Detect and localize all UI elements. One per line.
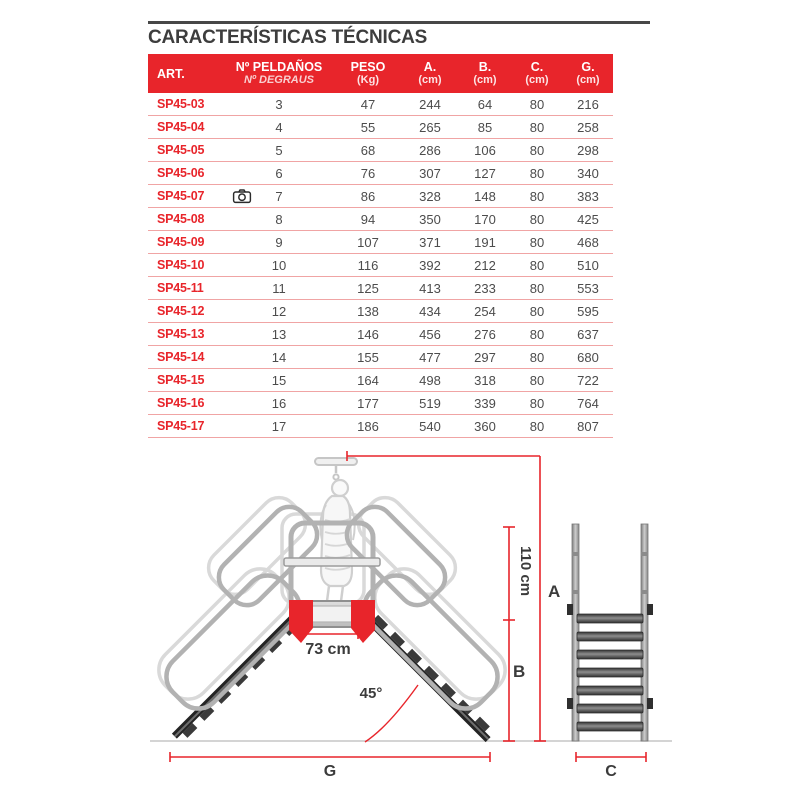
label-dim-a: A	[548, 582, 561, 601]
cell-weight: 155	[357, 349, 379, 365]
cell-steps: 13	[271, 326, 287, 342]
cell-steps: 6	[275, 165, 283, 181]
cell-weight: 76	[360, 165, 376, 181]
cell-b: 276	[474, 326, 496, 342]
cell-weight: 177	[357, 395, 379, 411]
guardrail-midbar	[284, 558, 380, 566]
cell-c: 80	[529, 142, 545, 158]
cell-c: 80	[529, 372, 545, 388]
cell-g: 722	[577, 372, 599, 388]
cell-c: 80	[529, 326, 545, 342]
article-code: SP45-04	[157, 120, 205, 134]
table-row	[148, 185, 613, 208]
article-code: SP45-10	[157, 258, 205, 272]
cell-weight: 68	[360, 142, 376, 158]
article-code: SP45-08	[157, 212, 205, 226]
platform-support-left	[289, 600, 313, 643]
table-row	[148, 277, 613, 300]
cell-weight: 186	[357, 418, 379, 434]
cell-b: 170	[474, 211, 496, 227]
table-row	[148, 139, 613, 162]
cell-a: 244	[419, 96, 441, 112]
cell-a: 498	[419, 372, 441, 388]
cell-a: 413	[419, 280, 441, 296]
article-code: SP45-07	[157, 189, 205, 203]
table-row	[148, 369, 613, 392]
camera-icon	[232, 188, 252, 204]
col-header-steps: Nº PELDAÑOS Nº DEGRAUS	[235, 60, 323, 87]
cell-weight: 138	[357, 303, 379, 319]
cell-c: 80	[529, 303, 545, 319]
cell-b: 127	[474, 165, 496, 181]
article-code: SP45-05	[157, 143, 205, 157]
cell-g: 216	[577, 96, 599, 112]
article-code: SP45-16	[157, 396, 205, 410]
ladder-diagram	[140, 445, 710, 800]
cell-weight: 125	[357, 280, 379, 296]
cell-steps: 11	[272, 280, 286, 296]
cell-c: 80	[529, 188, 545, 204]
table-row	[148, 116, 613, 139]
col-header-weight: PESO (Kg)	[350, 60, 386, 87]
cell-b: 297	[474, 349, 496, 365]
article-code: SP45-15	[157, 373, 205, 387]
spec-table-body	[148, 93, 613, 438]
article-code: SP45-17	[157, 419, 205, 433]
cell-c: 80	[529, 119, 545, 135]
label-dim-g: G	[323, 763, 337, 780]
col-header-g: G. (cm)	[576, 60, 600, 87]
cell-b: 233	[474, 280, 496, 296]
col-header-a: A. (cm)	[418, 60, 442, 87]
platform-support-right	[351, 600, 375, 643]
cell-steps: 16	[271, 395, 287, 411]
cell-a: 371	[419, 234, 441, 250]
article-code: SP45-14	[157, 350, 205, 364]
col-header-b: B. (cm)	[473, 60, 497, 87]
cell-g: 764	[577, 395, 599, 411]
cell-a: 456	[419, 326, 441, 342]
article-code: SP45-13	[157, 327, 205, 341]
cell-weight: 146	[357, 326, 379, 342]
cell-b: 85	[477, 119, 493, 135]
cell-a: 265	[419, 119, 441, 135]
col-header-c: C. (cm)	[525, 60, 549, 87]
table-row	[148, 231, 613, 254]
label-dim-b: B	[513, 662, 526, 681]
cell-steps: 5	[275, 142, 283, 158]
cell-a: 307	[419, 165, 441, 181]
cell-b: 339	[474, 395, 496, 411]
cell-steps: 14	[271, 349, 287, 365]
article-code: SP45-11	[157, 281, 204, 295]
table-row	[148, 162, 613, 185]
cell-c: 80	[529, 395, 545, 411]
cell-g: 258	[577, 119, 599, 135]
cell-c: 80	[529, 349, 545, 365]
cell-a: 540	[419, 418, 441, 434]
table-row	[148, 323, 613, 346]
cell-steps: 10	[271, 257, 287, 273]
hoist-handle	[315, 458, 357, 465]
cell-weight: 86	[360, 188, 376, 204]
cell-g: 383	[577, 188, 599, 204]
cell-steps: 12	[271, 303, 287, 319]
spec-table	[148, 54, 613, 438]
cell-c: 80	[529, 418, 545, 434]
cell-b: 191	[474, 234, 496, 250]
cell-steps: 4	[275, 119, 283, 135]
platform-panel	[310, 606, 354, 622]
cell-g: 637	[577, 326, 599, 342]
cell-a: 519	[419, 395, 441, 411]
article-code: SP45-12	[157, 304, 205, 318]
table-row	[148, 415, 613, 438]
cell-g: 553	[577, 280, 599, 296]
spec-table-header	[148, 54, 613, 93]
article-code: SP45-03	[157, 97, 205, 111]
cell-a: 350	[419, 211, 441, 227]
table-row	[148, 254, 613, 277]
cell-g: 680	[577, 349, 599, 365]
cell-g: 510	[577, 257, 599, 273]
cell-a: 286	[419, 142, 441, 158]
cell-g: 595	[577, 303, 599, 319]
col-header-art: ART.	[157, 66, 185, 81]
cell-weight: 164	[357, 372, 379, 388]
table-row	[148, 93, 613, 116]
cell-steps: 15	[271, 372, 287, 388]
cell-a: 434	[419, 303, 441, 319]
label-platform-width: 73 cm	[305, 641, 351, 658]
table-row	[148, 392, 613, 415]
cell-weight: 55	[360, 119, 376, 135]
cell-steps: 17	[271, 418, 287, 434]
cell-weight: 116	[357, 257, 379, 273]
cell-steps: 7	[275, 188, 283, 204]
side-view-ladder	[567, 524, 653, 741]
table-row	[148, 208, 613, 231]
cell-steps: 3	[275, 96, 283, 112]
cell-steps: 8	[275, 211, 283, 227]
label-dim-c: C	[605, 763, 617, 780]
cell-g: 298	[577, 142, 599, 158]
article-code: SP45-06	[157, 166, 205, 180]
cell-c: 80	[529, 280, 545, 296]
cell-c: 80	[529, 257, 545, 273]
cell-b: 212	[474, 257, 496, 273]
cell-weight: 47	[360, 96, 376, 112]
cell-b: 148	[474, 188, 496, 204]
table-row	[148, 346, 613, 369]
cell-g: 425	[577, 211, 599, 227]
cell-b: 254	[474, 303, 496, 319]
page-title: CARACTERÍSTICAS TÉCNICAS	[148, 27, 428, 48]
cell-a: 392	[419, 257, 441, 273]
cell-c: 80	[529, 96, 545, 112]
title-rule	[148, 21, 650, 24]
cell-a: 477	[419, 349, 441, 365]
cell-g: 468	[577, 234, 599, 250]
label-angle: 45°	[359, 685, 383, 702]
cell-c: 80	[529, 234, 545, 250]
right-stair	[360, 606, 496, 742]
label-upper-height: 110 cm	[517, 545, 534, 597]
worker-head	[332, 480, 348, 496]
cell-weight: 107	[357, 234, 379, 250]
cell-g: 807	[577, 418, 599, 434]
article-code: SP45-09	[157, 235, 205, 249]
cell-b: 360	[474, 418, 496, 434]
cell-c: 80	[529, 165, 545, 181]
cell-g: 340	[577, 165, 599, 181]
cell-weight: 94	[360, 211, 376, 227]
worker-figure	[315, 458, 357, 601]
cell-steps: 9	[275, 234, 283, 250]
cell-a: 328	[419, 188, 441, 204]
cell-b: 318	[474, 372, 496, 388]
table-row	[148, 300, 613, 323]
cell-b: 64	[477, 96, 493, 112]
cell-b: 106	[474, 142, 496, 158]
cell-c: 80	[529, 211, 545, 227]
